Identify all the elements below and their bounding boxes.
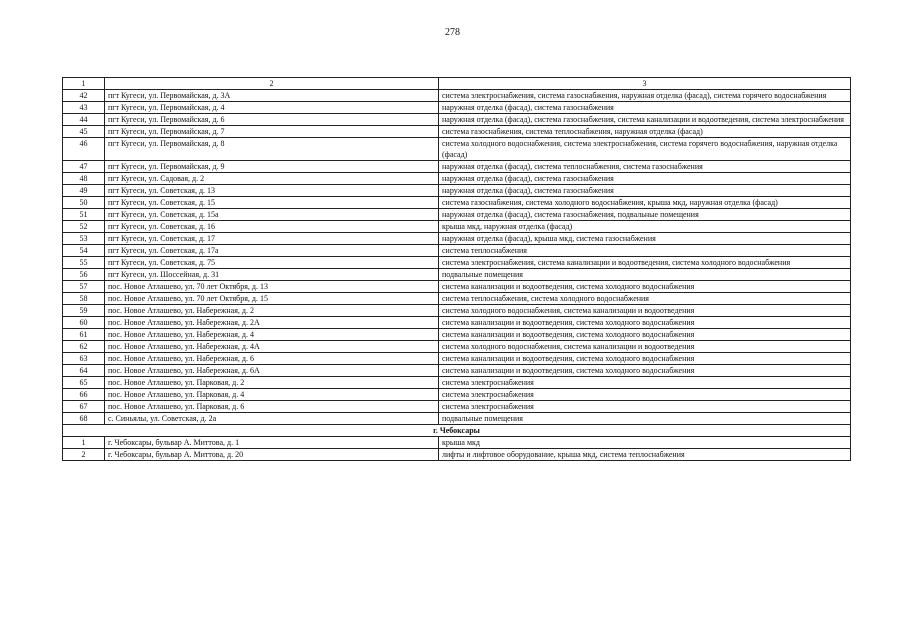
row-number: 51 (63, 209, 105, 221)
address-cell: пгт Кугеси, ул. Первомайская, д. 7 (105, 126, 439, 138)
column-number-row (63, 78, 851, 90)
row-number: 48 (63, 173, 105, 185)
works-cell: подвальные помещения (439, 413, 851, 425)
works-cell: наружная отделка (фасад), крыша мкд, система газоснабжения (439, 233, 851, 245)
page-number: 278 (445, 27, 460, 38)
address-cell: пгт Кугеси, ул. Советская, д. 17 (105, 233, 439, 245)
address-cell: с. Синьялы, ул. Советская, д. 2а (105, 413, 439, 425)
works-cell: лифты и лифтовое оборудование, крыша мкд, система теплоснабжения (439, 449, 851, 461)
table-row (63, 401, 851, 413)
row-number: 49 (63, 185, 105, 197)
row-number: 64 (63, 365, 105, 377)
address-cell: пгт Кугеси, ул. Советская, д. 13 (105, 185, 439, 197)
row-number: 50 (63, 197, 105, 209)
row-number: 62 (63, 341, 105, 353)
row-number: 53 (63, 233, 105, 245)
table-row (63, 389, 851, 401)
row-number: 45 (63, 126, 105, 138)
works-cell: система электроснабжения, система газоснабжения, наружная отделка (фасад), система горячего водоснабжения (439, 90, 851, 102)
table-row (63, 269, 851, 281)
works-cell: система холодного водоснабжения, система канализации и водоотведения (439, 341, 851, 353)
column-number-1: 1 (63, 78, 105, 90)
table-row (63, 281, 851, 293)
table-row (63, 161, 851, 173)
row-number: 61 (63, 329, 105, 341)
works-cell: система канализации и водоотведения, система холодного водоснабжения (439, 353, 851, 365)
address-cell: пгт Кугеси, ул. Первомайская, д. 6 (105, 114, 439, 126)
address-cell: пос. Новое Атлашево, ул. Парковая, д. 6 (105, 401, 439, 413)
table-row (63, 341, 851, 353)
address-cell: г. Чебоксары, бульвар А. Миттова, д. 1 (105, 437, 439, 449)
row-number: 66 (63, 389, 105, 401)
address-cell: пос. Новое Атлашево, ул. Парковая, д. 2 (105, 377, 439, 389)
address-cell: пгт Кугеси, ул. Шоссейная, д. 31 (105, 269, 439, 281)
table-row (63, 305, 851, 317)
address-cell: пос. Новое Атлашево, ул. Парковая, д. 4 (105, 389, 439, 401)
address-cell: пос. Новое Атлашево, ул. Набережная, д. 6А (105, 365, 439, 377)
table-row (63, 90, 851, 102)
table-row (63, 221, 851, 233)
row-number: 55 (63, 257, 105, 269)
works-cell: система канализации и водоотведения, система холодного водоснабжения (439, 317, 851, 329)
works-cell: крыша мкд (439, 437, 851, 449)
works-cell: наружная отделка (фасад), система газоснабжения, подвальные помещения (439, 209, 851, 221)
row-number: 47 (63, 161, 105, 173)
row-number: 60 (63, 317, 105, 329)
address-cell: г. Чебоксары, бульвар А. Миттова, д. 20 (105, 449, 439, 461)
works-cell: наружная отделка (фасад), система газоснабжения (439, 102, 851, 114)
table-row (63, 126, 851, 138)
row-number: 54 (63, 245, 105, 257)
row-number: 63 (63, 353, 105, 365)
works-cell: система электроснабжения (439, 377, 851, 389)
table-row (63, 413, 851, 425)
works-cell: система теплоснабжения, система холодного водоснабжения (439, 293, 851, 305)
works-cell: система канализации и водоотведения, система холодного водоснабжения (439, 281, 851, 293)
row-number: 56 (63, 269, 105, 281)
works-cell: наружная отделка (фасад), система газоснабжения, система канализации и водоотведения, система электроснабжения (439, 114, 851, 126)
address-cell: пгт Кугеси, ул. Садовая, д. 2 (105, 173, 439, 185)
address-cell: пгт Кугеси, ул. Первомайская, д. 3А (105, 90, 439, 102)
address-cell: пос. Новое Атлашево, ул. 70 лет Октября, д. 13 (105, 281, 439, 293)
works-cell: наружная отделка (фасад), система газоснабжения (439, 173, 851, 185)
works-cell: наружная отделка (фасад), система теплоснабжения, система газоснабжения (439, 161, 851, 173)
row-number: 44 (63, 114, 105, 126)
table-row (63, 293, 851, 305)
row-number: 46 (63, 138, 105, 161)
table-row (63, 257, 851, 269)
table-row (63, 138, 851, 161)
works-cell: подвальные помещения (439, 269, 851, 281)
column-number-3: 3 (439, 78, 851, 90)
works-cell: крыша мкд, наружная отделка (фасад) (439, 221, 851, 233)
works-cell: система канализации и водоотведения, система холодного водоснабжения (439, 365, 851, 377)
address-cell: пгт Кугеси, ул. Советская, д. 75 (105, 257, 439, 269)
address-cell: пос. Новое Атлашево, ул. Набережная, д. 4 (105, 329, 439, 341)
table-row (63, 365, 851, 377)
table-body (63, 78, 851, 461)
address-cell: пгт Кугеси, ул. Первомайская, д. 9 (105, 161, 439, 173)
works-cell: система электроснабжения (439, 389, 851, 401)
row-number: 2 (63, 449, 105, 461)
row-number: 42 (63, 90, 105, 102)
row-number: 43 (63, 102, 105, 114)
address-cell: пгт Кугеси, ул. Советская, д. 15а (105, 209, 439, 221)
section-title: г. Чебоксары (63, 425, 851, 437)
row-number: 1 (63, 437, 105, 449)
address-cell: пгт Кугеси, ул. Советская, д. 15 (105, 197, 439, 209)
column-number-2: 2 (105, 78, 439, 90)
table-row (63, 114, 851, 126)
row-number: 68 (63, 413, 105, 425)
table-row (63, 209, 851, 221)
works-cell: система электроснабжения (439, 401, 851, 413)
address-cell: пос. Новое Атлашево, ул. Набережная, д. 6 (105, 353, 439, 365)
works-cell: система холодного водоснабжения, система канализации и водоотведения (439, 305, 851, 317)
address-cell: пгт Кугеси, ул. Советская, д. 16 (105, 221, 439, 233)
table-row (63, 317, 851, 329)
row-number: 58 (63, 293, 105, 305)
works-cell: система электроснабжения, система канализации и водоотведения, система холодного водоснабжения (439, 257, 851, 269)
table-row (63, 449, 851, 461)
table-row (63, 377, 851, 389)
row-number: 57 (63, 281, 105, 293)
section-header-row (63, 425, 851, 437)
address-cell: пос. Новое Атлашево, ул. 70 лет Октября, д. 15 (105, 293, 439, 305)
table-row (63, 233, 851, 245)
works-cell: система газоснабжения, система холодного водоснабжения, крыша мкд, наружная отделка (фасад) (439, 197, 851, 209)
table-row (63, 353, 851, 365)
table-row (63, 197, 851, 209)
row-number: 59 (63, 305, 105, 317)
works-cell: система холодного водоснабжения, система электроснабжения, система горячего водоснабжения, наружная отделка (фасад) (439, 138, 851, 161)
address-cell: пос. Новое Атлашево, ул. Набережная, д. 2А (105, 317, 439, 329)
row-number: 65 (63, 377, 105, 389)
table-row (63, 437, 851, 449)
works-cell: система теплоснабжения (439, 245, 851, 257)
table-row (63, 102, 851, 114)
address-cell: пгт Кугеси, ул. Первомайская, д. 8 (105, 138, 439, 161)
works-cell: наружная отделка (фасад), система газоснабжения (439, 185, 851, 197)
works-cell: система газоснабжения, система теплоснабжения, наружная отделка (фасад) (439, 126, 851, 138)
row-number: 52 (63, 221, 105, 233)
table-row (63, 245, 851, 257)
address-cell: пос. Новое Атлашево, ул. Набережная, д. 4А (105, 341, 439, 353)
address-cell: пгт Кугеси, ул. Советская, д. 17а (105, 245, 439, 257)
address-cell: пгт Кугеси, ул. Первомайская, д. 4 (105, 102, 439, 114)
table-row (63, 329, 851, 341)
table-row (63, 173, 851, 185)
repair-program-table (62, 77, 851, 461)
address-cell: пос. Новое Атлашево, ул. Набережная, д. 2 (105, 305, 439, 317)
row-number: 67 (63, 401, 105, 413)
table-row (63, 185, 851, 197)
works-cell: система канализации и водоотведения, система холодного водоснабжения (439, 329, 851, 341)
